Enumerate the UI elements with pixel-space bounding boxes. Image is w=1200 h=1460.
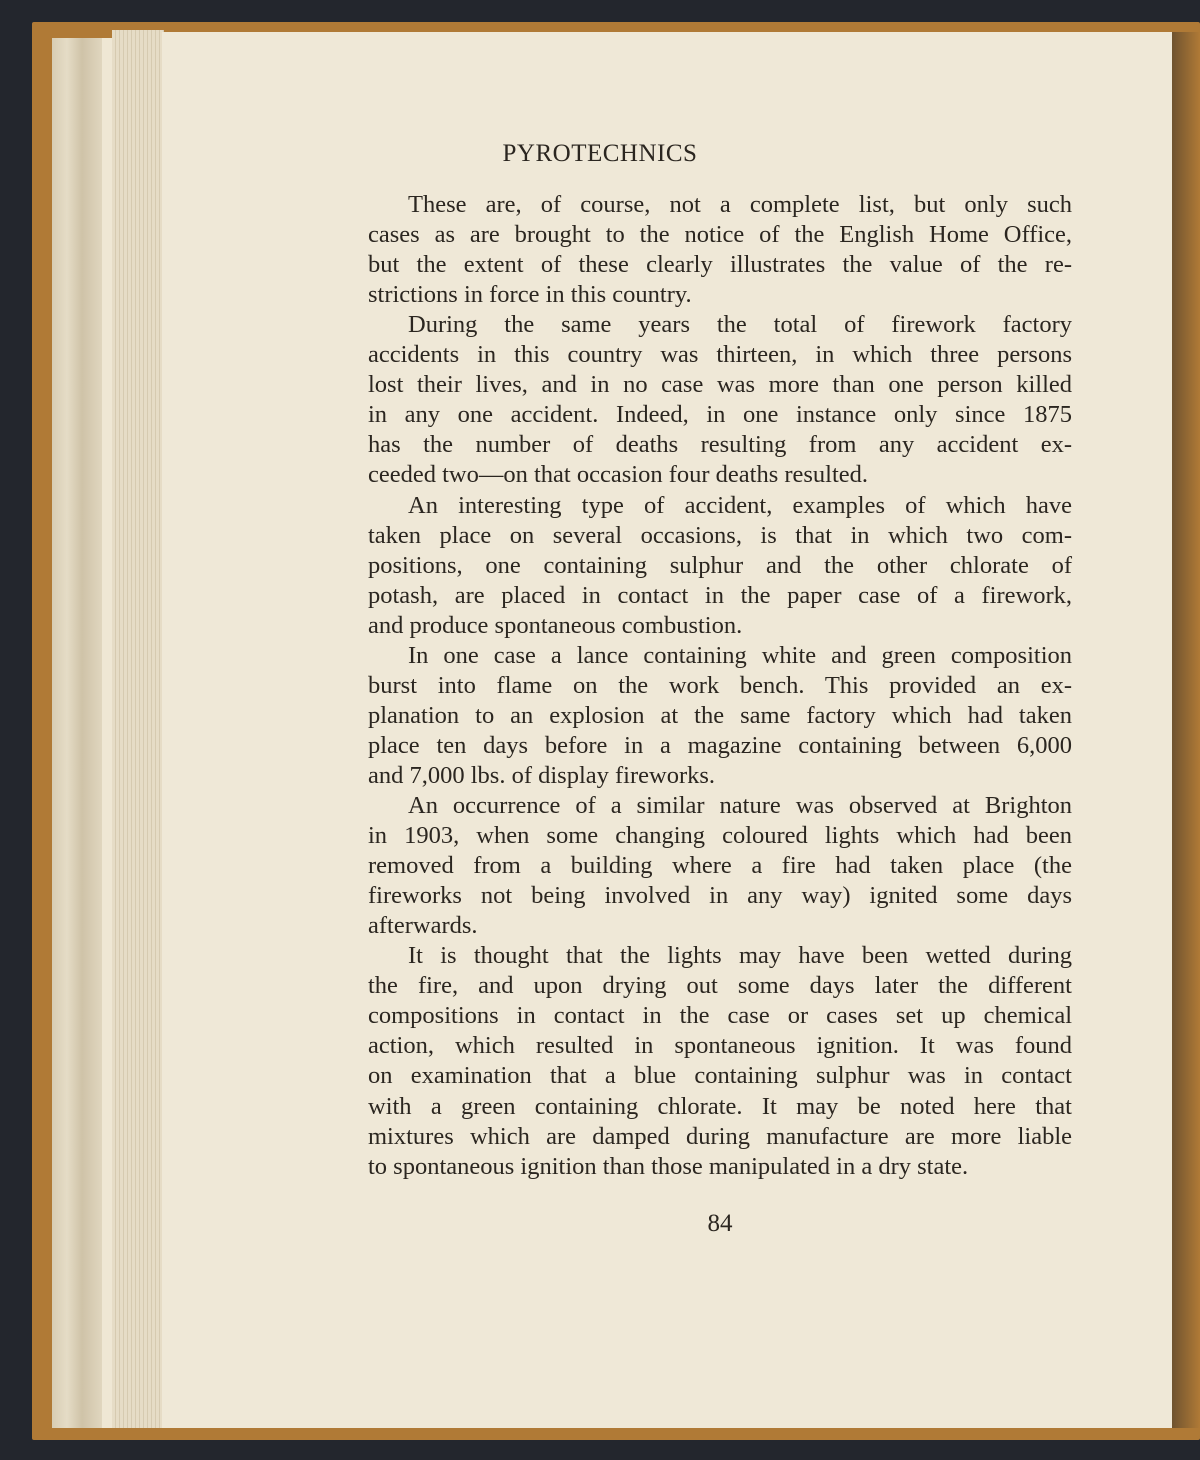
- text-line: During the same years the total of firework factory: [408, 311, 1072, 339]
- text-line: compositions in contact in the case or cases set up chemical: [368, 1002, 1072, 1030]
- text-line: with a green containing chlorate. It may be noted here that: [368, 1092, 1072, 1120]
- text-line: planation to an explosion at the same factory which had taken: [368, 701, 1072, 729]
- text-line: ceeded two—on that occasion four deaths resulted.: [368, 461, 869, 489]
- text-line: and 7,000 lbs. of display fireworks.: [368, 761, 716, 789]
- text-line: In one case a lance containing white and green composition: [408, 641, 1072, 669]
- text-line: on examination that a blue containing sulphur was in contact: [368, 1062, 1072, 1090]
- text-line: lost their lives, and in no case was more than one person killed: [368, 371, 1072, 399]
- text-line: cases as are brought to the notice of the English Home Office,: [368, 221, 1072, 249]
- text-line: to spontaneous ignition than those manipulated in a dry state.: [368, 1152, 969, 1180]
- text-line: and produce spontaneous combustion.: [368, 611, 743, 639]
- text-line: burst into flame on the work bench. This provided an ex-: [368, 671, 1072, 699]
- text-line: An occurrence of a similar nature was observed at Brighton: [408, 792, 1072, 819]
- text-line: in 1903, when some changing coloured lights which had been: [368, 822, 1072, 850]
- text-line: action, which resulted in spontaneous ignition. It was found: [368, 1032, 1072, 1060]
- text-line: taken place on several occasions, is that in which two com-: [368, 521, 1072, 549]
- text-line: accidents in this country was thirteen, in which three persons: [368, 341, 1072, 369]
- text-line: the fire, and upon drying out some days later the different: [368, 972, 1072, 1000]
- text-line: These are, of course, not a complete list, but only such: [408, 191, 1072, 218]
- text-line: removed from a building where a fire had taken place (the: [368, 852, 1072, 880]
- running-head: PYROTECHNICS: [502, 140, 698, 167]
- text-line: in any one accident. Indeed, in one instance only since 1875: [368, 401, 1072, 429]
- text-line: fireworks not being involved in any way) ignited some days: [368, 882, 1072, 910]
- text-line: place ten days before in a magazine containing between 6,000: [368, 731, 1072, 759]
- text-line: has the number of deaths resulting from any accident ex-: [368, 431, 1072, 459]
- page-number: 84: [707, 1210, 733, 1237]
- text-line: strictions in force in this country.: [368, 281, 692, 309]
- text-line: afterwards.: [368, 912, 478, 940]
- text-line: An interesting type of accident, examples of which have: [408, 491, 1072, 519]
- text-line: mixtures which are damped during manufacture are more liable: [368, 1122, 1072, 1150]
- text-line: but the extent of these clearly illustrates the value of the re-: [368, 251, 1072, 279]
- text-line: positions, one containing sulphur and the other chlorate of: [368, 551, 1072, 579]
- text-line: potash, are placed in contact in the paper case of a firework,: [368, 581, 1072, 609]
- text-line: It is thought that the lights may have been wetted during: [408, 942, 1072, 970]
